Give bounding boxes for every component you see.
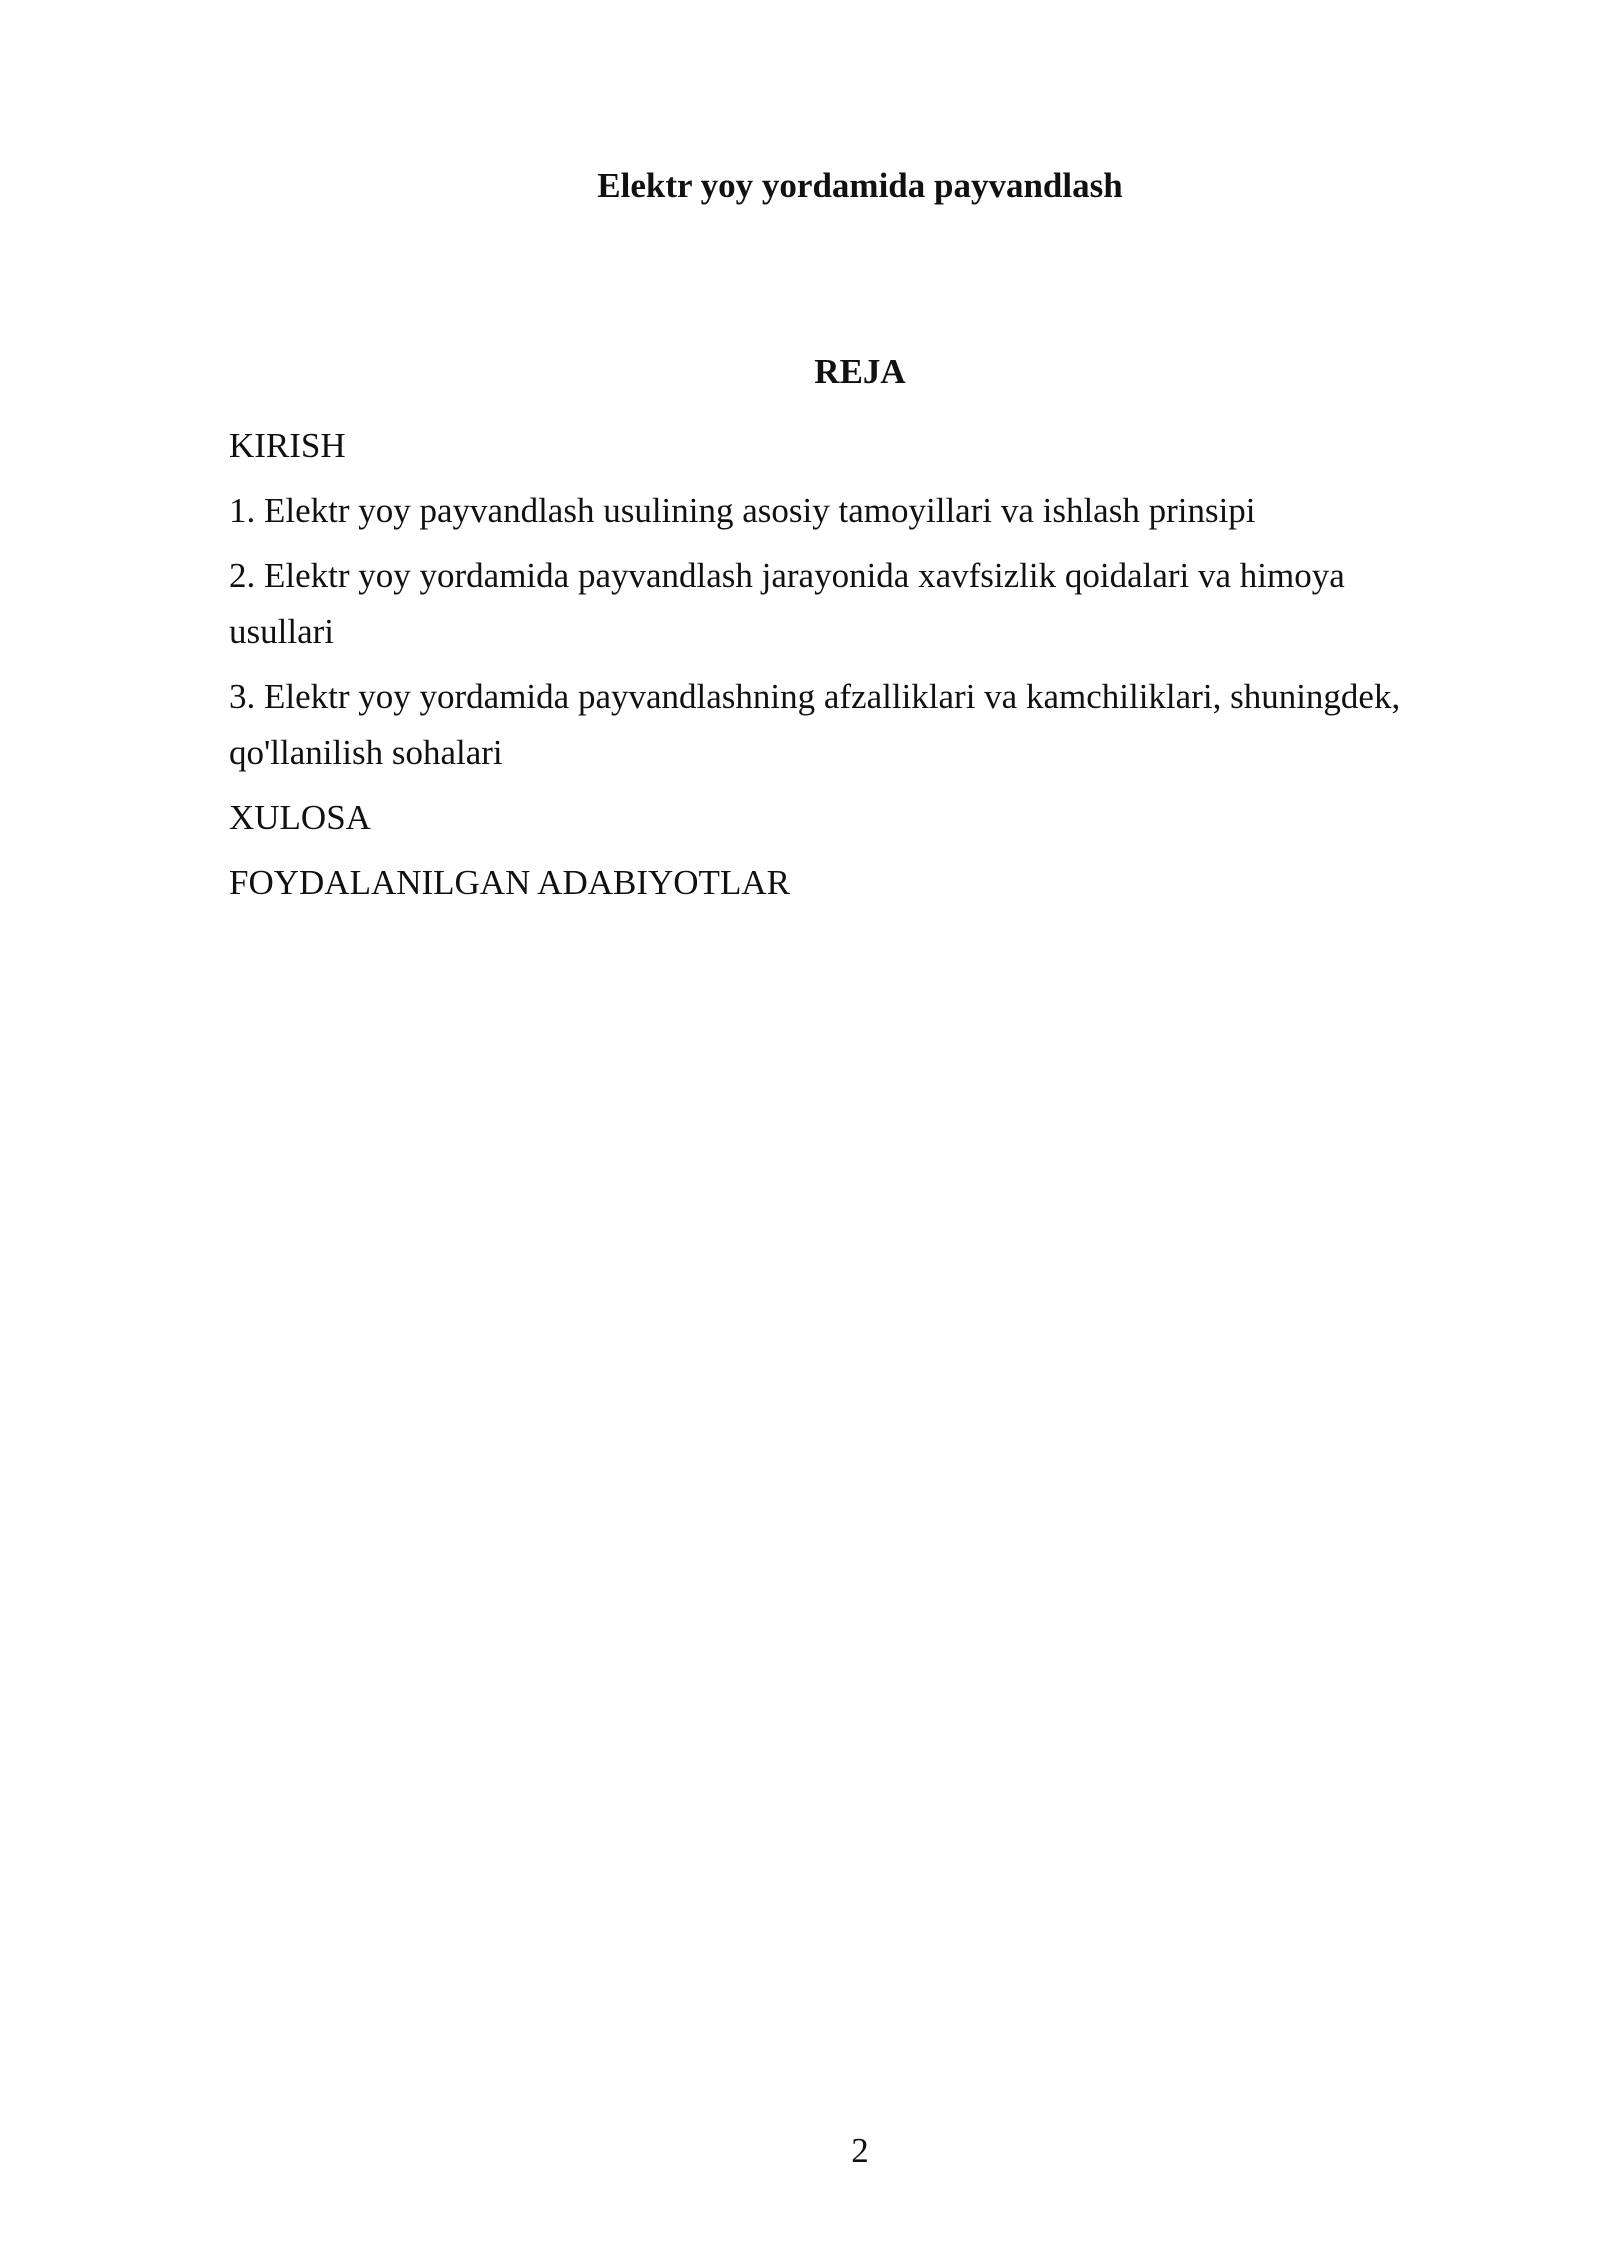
document-title: Elektr yoy yordamida payvandlash <box>597 166 1123 205</box>
plan-heading: REJA <box>814 352 906 391</box>
plan-item-references: FOYDALANILGAN ADABIYOTLAR <box>229 863 790 902</box>
plan-item-conclusion: XULOSA <box>229 798 371 837</box>
page-number: 2 <box>851 2131 869 2170</box>
plan-item-introduction: KIRISH <box>229 426 346 465</box>
plan-list <box>229 418 1439 920</box>
plan-item-2: 2. Elektr yoy yordamida payvandlash jarayonida xavfsizlik qoidalari va himoya usullari <box>229 556 1345 651</box>
plan-item-3: 3. Elektr yoy yordamida payvandlashning afzalliklari va kamchiliklari, shuningdek, qo'llanilish sohalari <box>229 677 1401 772</box>
plan-item-1: 1. Elektr yoy payvandlash usulining asosiy tamoyillari va ishlash prinsipi <box>229 491 1256 530</box>
